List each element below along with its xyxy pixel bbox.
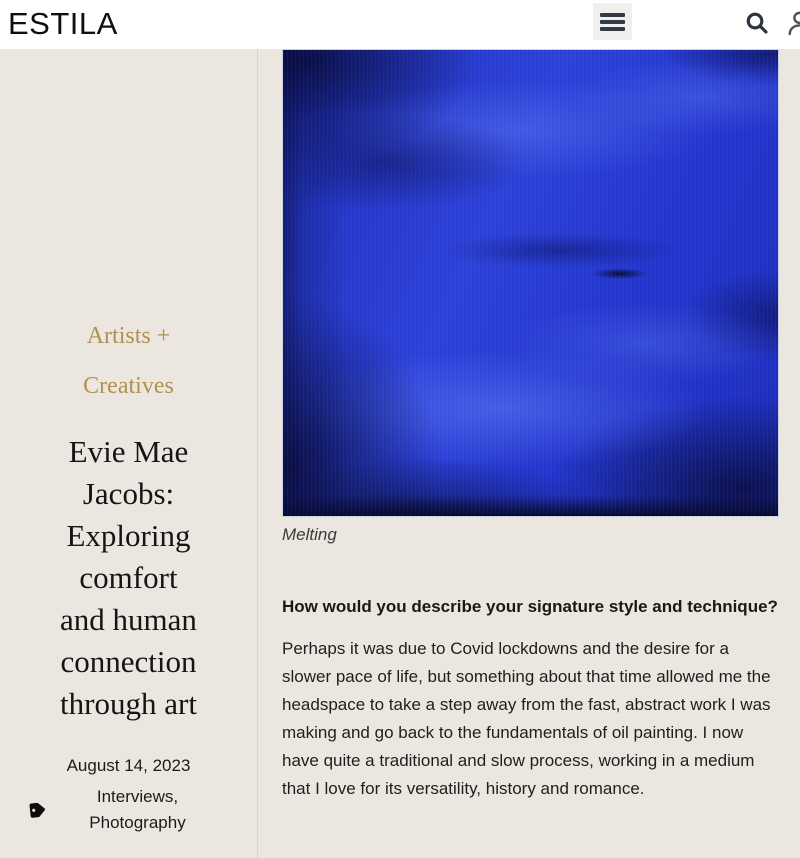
- article-sidebar: [0, 49, 258, 858]
- article-content: [258, 49, 800, 858]
- interview-answer: Perhaps it was due to Covid lockdowns and the desire for a slower pace of life, but something about that time allowed me the headspace to take a step away from the fast, abstract work I was making and go back to the fundamentals of oil painting. I now have quite a traditional and slow process, working in a medium that I love for its versatility, history and romance.: [282, 639, 771, 798]
- hamburger-bar: [600, 27, 625, 31]
- article-date: August 14, 2023: [66, 756, 191, 775]
- tag-link-photography[interactable]: Photography: [89, 813, 186, 832]
- account-button[interactable]: [786, 9, 800, 37]
- article-image-melting-painting: [282, 49, 779, 517]
- title-line: Jacobs:: [82, 476, 175, 511]
- search-button[interactable]: [744, 9, 772, 37]
- category-link[interactable]: [0, 311, 257, 411]
- page-body: [0, 49, 800, 858]
- image-caption: Melting: [282, 525, 337, 544]
- article-tags: [0, 784, 257, 836]
- site-logo[interactable]: ESTILA: [8, 6, 118, 41]
- search-icon: [744, 10, 772, 36]
- title-line: Evie Mae: [68, 434, 189, 469]
- tag-links: [48, 784, 227, 836]
- site-header: [0, 0, 800, 49]
- person-icon: [786, 9, 800, 37]
- title-line: connection: [60, 644, 197, 679]
- hamburger-bar: [600, 20, 625, 24]
- interview-question: How would you describe your signature style and technique?: [282, 597, 778, 616]
- category-line: Artists +: [86, 323, 171, 349]
- category-line: Creatives: [83, 373, 174, 399]
- title-line: comfort: [79, 560, 178, 595]
- title-line: and human: [60, 602, 197, 637]
- title-line: Exploring: [66, 518, 191, 553]
- menu-button[interactable]: [593, 3, 632, 40]
- tag-link-interviews[interactable]: Interviews,: [96, 787, 179, 806]
- article-figure: [282, 49, 779, 546]
- hamburger-bar: [600, 13, 625, 17]
- article-title: [6, 431, 251, 725]
- title-line: through art: [60, 686, 197, 721]
- tag-icon: [25, 798, 49, 822]
